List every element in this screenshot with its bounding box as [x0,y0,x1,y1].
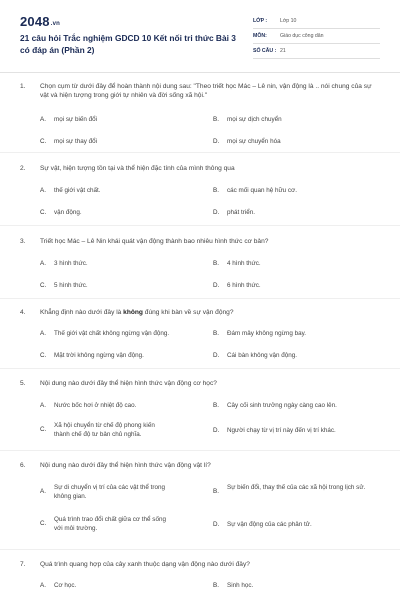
question-text: Chọn cụm từ dưới đây để hoàn thành nội dung sau: "Theo triết học Mác – Lê nin, vận động là .. nói chung của sự vật và hiện tượng trong giới tự nhiên và đời sống xã hội." [40,83,372,99]
question-number: 4. [20,309,26,316]
question-number: 3. [20,238,26,245]
meta-table [253,14,380,59]
question-divider [0,368,400,369]
question-divider [0,225,400,226]
question-number: 7. [20,561,26,568]
worksheet-page: 2048.vn 21 câu hỏi Trắc nghiệm GDCD 10 Kết nối tri thức Bài 3 có đáp án (Phần 2) LỚP : Lớp 10 MÔN: Giáo dục công dân SỐ CÂU : 21 1. Chọn cụm từ dưới đây để hoàn thành nội dung sau: "Theo triết học Mác – Lê nin, vận động là .. nói chung của sự vật và hiện tượng trong giới tự nhiên và đời sống xã hội." A. mọi sự biến đổi B. mọi sự dịch chuyển C. mọi sự thay đổi D. mọi sự chuyển hóa 2. Sự vật, hiện tượng tồn tại và thể hiện đặc tính của mình thông qua A. thế giới vật chất. B. các mối quan hệ hữu cơ. C. vận động. D. phát triển. 3. Triết học Mác – Lê Nin khái quát vận động thành bao nhiêu hình thức cơ bản? A. 3 hình thức. B. 4 hình thức. C. 5 hình thức. D. 6 hình thức. 4. Khẳng định nào dưới đây là không đúng khi bàn về sự vận động? A. Thế giới vật chất không ngừng vận động. B. Đám mây không ngừng bay. C. Mặt trời không ngừng vận động. D. Cái bàn không vận động. 5. Nội dung nào dưới đây thể hiện hình thức vận động cơ học? A. Nước bốc hơi ở nhiệt độ cao. B. Cây cối sinh trưởng ngày càng cao lên. C. Xã hội chuyển từ chế độ phong kiến thành chế độ tư bản chủ nghĩa. D. Người chạy từ vị trí này đến vị trí khác. 6. Nội dung nào dưới đây thể hiện hình thức vận động vật lí? A. Sự di chuyển vị trí của các vật thể trong không gian. B. Sự biến đổi, thay thế của các xã hội trong lịch sử. C. Quá trình trao đổi chất giữa cơ thể sống với môi trường. D. Sự vận động của các phân tử. 7. Quá trình quang hợp của cây xanh thuộc dạng vận động nào dưới đây? A. Cơ học. B. Sinh học. [0,0,400,600]
question-text: Sự vật, hiện tượng tồn tại và thể hiện đặc tính của mình thông qua [40,165,235,172]
meta-row-mon [253,29,380,44]
meta-value: 21 [280,48,286,54]
question-number: 5. [20,380,26,387]
question-divider [0,450,400,451]
meta-value: Giáo dục công dân [280,33,324,39]
question-text: Nội dung nào dưới đây thể hiện hình thức vận động cơ học? [40,380,217,387]
meta-key: LỚP : [253,18,268,24]
question-divider [0,298,400,299]
meta-value: Lớp 10 [280,18,297,24]
question-text: Khẳng định nào dưới đây là không đúng khi bàn về sự vận động? [40,309,234,316]
meta-row-so-cau [253,44,380,59]
question-divider [0,549,400,550]
question-number: 2. [20,165,26,172]
page-header [0,0,400,72]
question-text: Nội dung nào dưới đây thể hiện hình thức vận động vật lí? [40,462,211,469]
question-number: 1. [20,83,26,90]
meta-key: SỐ CÂU : [253,48,277,54]
emphasis-not: không [123,309,143,316]
site-logo[interactable]: 2048.vn [20,14,61,29]
question-text: Quá trình quang hợp của cây xanh thuộc dạng vận động nào dưới đây? [40,561,250,568]
document-title: 21 câu hỏi Trắc nghiệm GDCD 10 Kết nối tri thức Bài 3 có đáp án (Phần 2) [20,33,236,55]
question-number: 6. [20,462,26,469]
meta-row-lop [253,14,380,29]
question-text: Triết học Mác – Lê Nin khái quát vận động thành bao nhiêu hình thức cơ bản? [40,238,269,245]
header-divider [0,72,400,73]
meta-key: MÔN: [253,33,267,39]
question-divider [0,152,400,153]
